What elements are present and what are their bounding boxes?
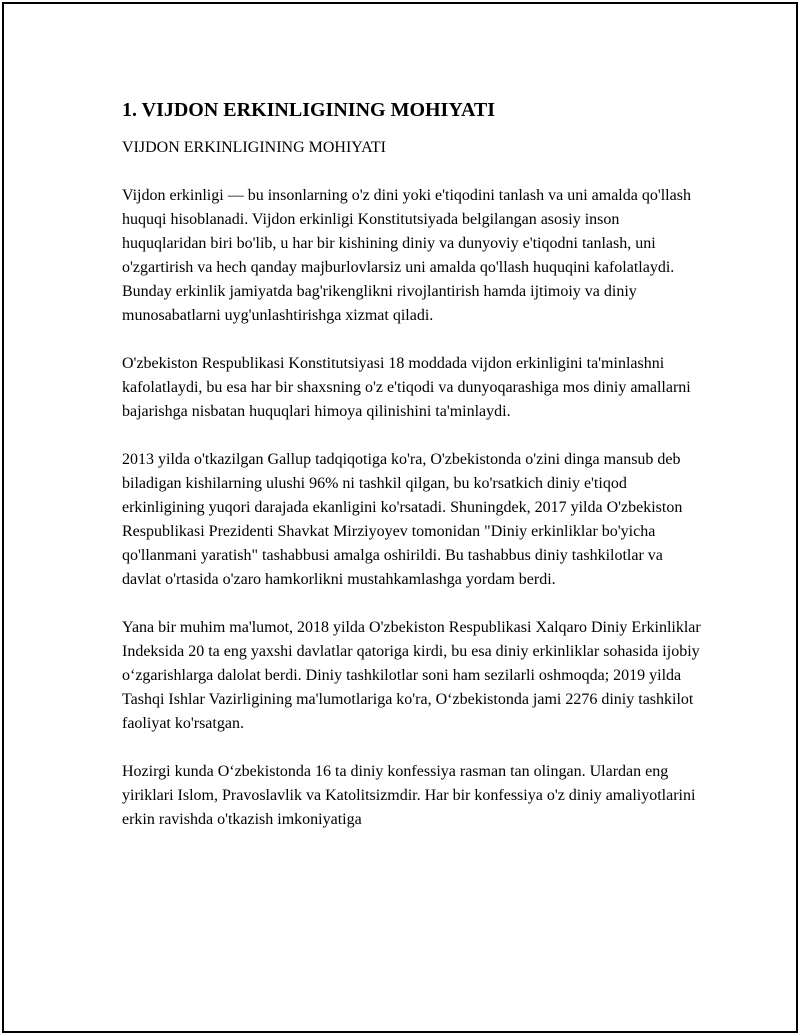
paragraph-4: Yana bir muhim ma'lumot, 2018 yilda O'zbekiston Respublikasi Xalqaro Diniy Erkinliklar Indeksida 20 ta eng yaxshi davlatlar qatoriga kirdi, bu esa diniy erkinliklar sohasida ijobiy o‘zgarishlarga dalolat berdi. Diniy tashkilotlar soni ham sezilarli oshmoqda; 2019 yilda Tashqi Ishlar Vazirligining ma'lumotlariga ko'ra, O‘zbekistonda jami 2276 diniy tashkilot faoliyat ko'rsatgan. <box>122 619 701 732</box>
paragraph-3: 2013 yilda o'tkazilgan Gallup tadqiqotiga ko'ra, O'zbekistonda o'zini dinga mansub deb biladigan kishilarning ulushi 96% ni tashkil qilgan, bu ko'rsatkich diniy e'tiqod erkinligining yuqori darajada ekanligini ko'rsatadi. Shuningdek, 2017 yilda O'zbekiston Respublikasi Prezidenti Shavkat Mirziyoyev tomonidan "Diniy erkinliklar bo'yicha qo'llanmani yaratish" tashabbusi amalga oshirildi. Bu tashabbus diniy tashkilotlar va davlat o'rtasida o'zaro hamkorlikni mustahkamlashga yordam berdi. <box>122 451 683 588</box>
document-heading: 1. VIJDON ERKINLIGINING MOHIYATI <box>122 99 496 121</box>
document-body <box>122 98 702 856</box>
page-frame <box>2 2 798 1033</box>
paragraph-2: O'zbekiston Respublikasi Konstitutsiyasi 18 moddada vijdon erkinligini ta'minlashni kafolatlaydi, bu esa har bir shaxsning o'z e'tiqodi va dunyoqarashiga mos diniy amallarni bajarishga nisbatan huquqlari himoya qilinishini ta'minlaydi. <box>122 355 691 420</box>
paragraph-1: Vijdon erkinligi — bu insonlarning o'z dini yoki e'tiqodini tanlash va uni amalda qo'llash huquqi hisoblanadi. Vijdon erkinligi Konstitutsiyada belgilangan asosiy inson huquqlaridan biri bo'lib, u har bir kishining diniy va dunyoviy e'tiqodni tanlash, uni o'zgartirish va hech qanday majburlovlarsiz uni amalda qo'llash huquqini kafolatlaydi. Bunday erkinlik jamiyatda bag'rikenglikni rivojlantirish hamda ijtimoiy va diniy munosabatlarni uyg'unlashtirishga xizmat qiladi. <box>122 187 691 324</box>
document-subheading: VIJDON ERKINLIGINING MOHIYATI <box>122 139 386 156</box>
paragraph-5: Hozirgi kunda O‘zbekistonda 16 ta diniy konfessiya rasman tan olingan. Ulardan eng yiriklari Islom, Pravoslavlik va Katolitsizmdir. Har bir konfessiya o'z diniy amaliyotlarini erkin ravishda o'tkazish imkoniyatiga <box>122 763 696 828</box>
